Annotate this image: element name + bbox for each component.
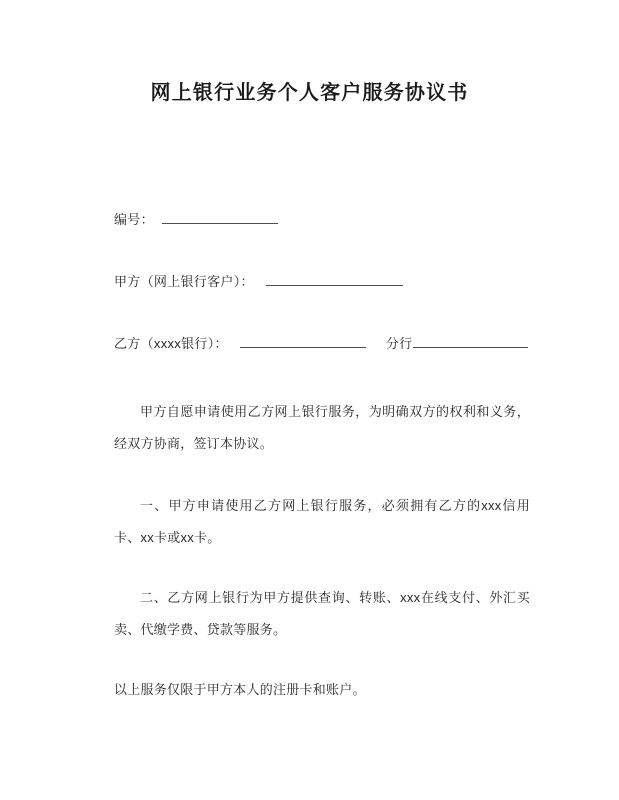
party-b-label: 乙方（xxxx银行）： [114, 336, 228, 351]
form-row-code [114, 208, 534, 232]
code-label: 编号： [114, 212, 154, 227]
paragraph-clause-two: 二、乙方网上银行为甲方提供查询、转账、xxx在线支付、外汇买卖、代缴学费、贷款等服务。 [114, 590, 530, 637]
party-b-input-blank[interactable] [240, 334, 366, 348]
branch-input-blank[interactable] [413, 334, 528, 348]
form-row-party-a [114, 270, 534, 294]
page-title: 网上银行业务个人客户服务协议书 [150, 82, 469, 105]
code-input-blank[interactable] [162, 210, 278, 224]
party-a-input-blank[interactable] [266, 272, 403, 286]
branch-label: 分行 [385, 336, 413, 351]
form-row-party-b [114, 332, 534, 356]
paragraph-preamble: 甲方自愿申请使用乙方网上银行服务，为明确双方的权利和义务，经双方协商，签订本协议。 [114, 404, 530, 451]
agreement-body [114, 396, 530, 706]
paragraph-clause-one: 一、甲方申请使用乙方网上银行服务，必须拥有乙方的xxx信用卡、xx卡或xx卡。 [114, 498, 530, 545]
agreement-form [114, 208, 534, 356]
party-a-label: 甲方（网上银行客户）： [114, 274, 254, 289]
paragraph-closing: 以上服务仅限于甲方本人的注册卡和账户。 [114, 682, 366, 697]
